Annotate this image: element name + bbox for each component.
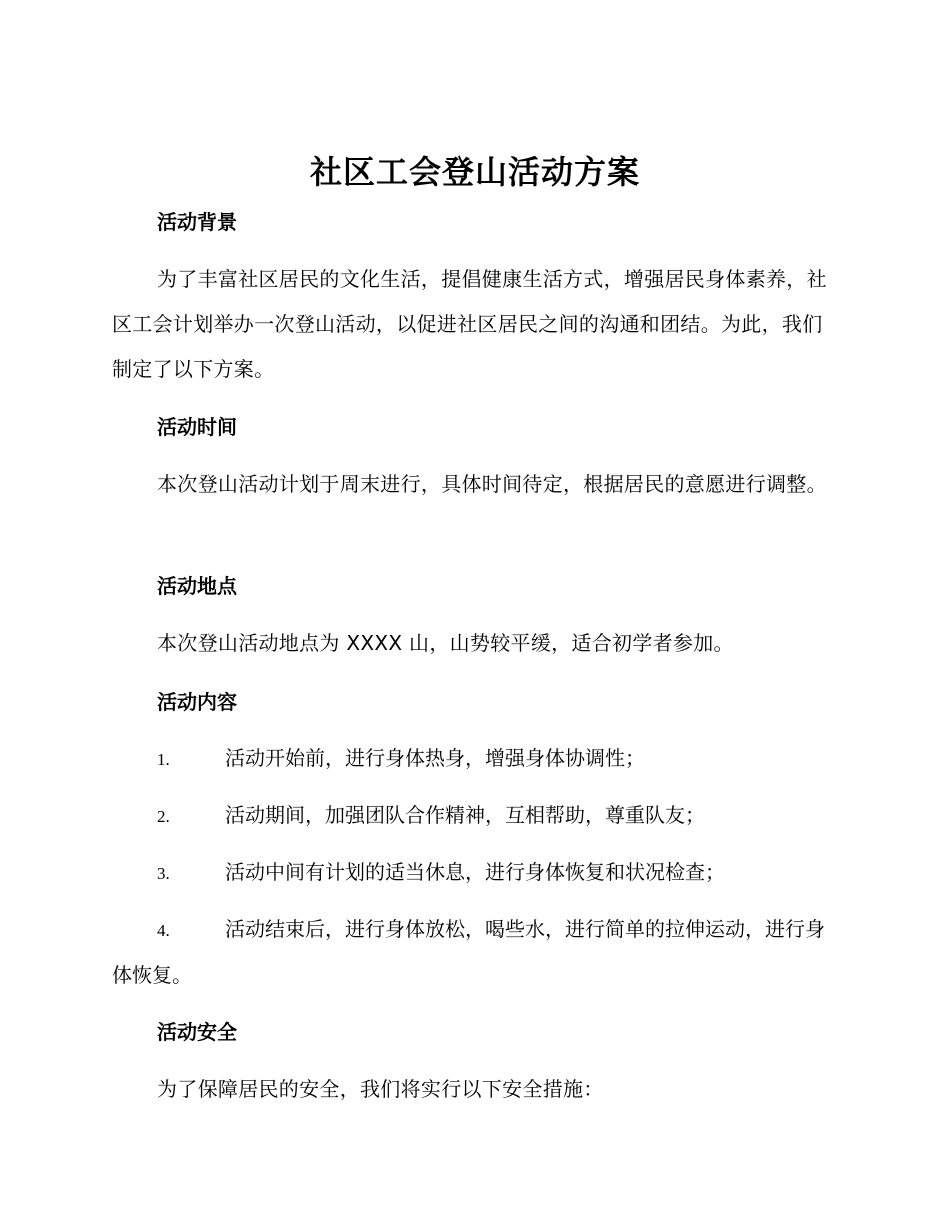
list-number: 1. [157,750,170,769]
heading-time: 活动时间 [157,415,237,439]
list-number: 3. [157,864,170,883]
paragraph-background: 为了丰富社区居民的文化生活，提倡健康生活方式，增强居民身体素养，社区工会计划举办一次登山活动，以促进社区居民之间的沟通和团结。为此，我们制定了以下方案。 [112,267,827,381]
list-item [112,793,836,839]
list-text: 活动开始前，进行身体热身，增强身体协调性； [225,746,645,770]
document-title: 社区工会登山活动方案 [309,153,640,191]
list-number: 2. [157,807,170,826]
paragraph-location: 本次登山活动地点为 XXXX 山，山势较平缓，适合初学者参加。 [157,631,734,655]
list-item [112,907,836,998]
paragraph-safety: 为了保障居民的安全，我们将实行以下安全措施： [157,1077,604,1101]
list-text: 活动期间，加强团队合作精神，互相帮助，尊重队友； [225,803,705,827]
list-item [112,736,836,782]
list-item [112,850,836,896]
heading-background: 活动背景 [157,210,237,234]
list-text: 活动中间有计划的适当休息，进行身体恢复和状况检查； [225,860,725,884]
heading-safety: 活动安全 [157,1020,237,1044]
list-number: 4. [157,921,170,940]
heading-content: 活动内容 [157,690,237,714]
list-text: 活动结束后，进行身体放松，喝些水，进行简单的拉伸运动，进行身体恢复。 [112,917,825,987]
heading-location: 活动地点 [157,574,237,598]
paragraph-time: 本次登山活动计划于周末进行，具体时间待定，根据居民的意愿进行调整。 [157,472,827,496]
